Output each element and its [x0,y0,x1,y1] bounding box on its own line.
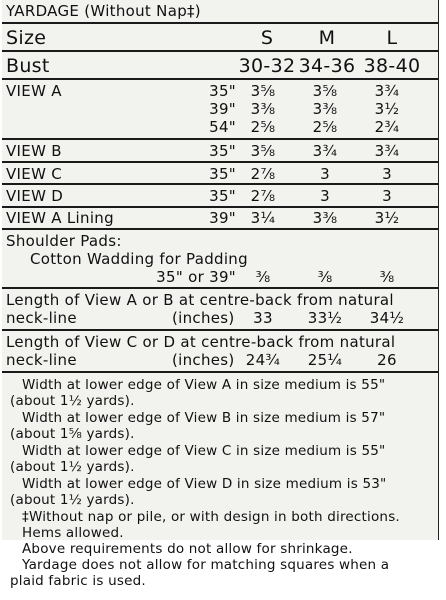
divider [2,50,438,52]
note-line: Width at lower edge of View B in size medium is 57" [22,410,386,426]
row-label: VIEW B [6,142,62,160]
size-l: L [386,27,398,49]
yardage-l: 3 [382,187,392,205]
yardage-l: 3¾ [374,82,400,100]
fabric-width: 35" or 39" [156,268,236,286]
yardage-s: 2⅞ [250,187,276,205]
note-line: (about 1⅝ yards). [10,426,135,442]
row-label: VIEW C [6,165,63,183]
yardage-m: 3 [320,165,330,183]
fabric-width: 35" [209,82,236,100]
yardage-m: 3¾ [312,142,338,160]
bust-label: Bust [6,55,50,77]
note-line: Yardage does not allow for matching squares when a [22,557,390,573]
yardage-s: 3⅝ [250,82,276,100]
fabric-width: 35" [209,187,236,205]
fabric-width: 54" [209,118,236,136]
yardage-m: 2⅝ [312,118,338,136]
length-ab-title: Length of View A or B at centre-back from natural [6,291,394,309]
divider [2,22,438,24]
row-label: VIEW A [6,82,62,100]
bust-l: 38-40 [363,55,421,77]
yardage-l: 3½ [374,209,400,227]
note-line: Width at lower edge of View D in size medium is 53" [22,476,387,492]
yardage-s: 3¼ [250,209,276,227]
bust-s: 30-32 [238,55,296,77]
yardage-l: 3¾ [374,142,400,160]
yardage-l: 3½ [374,100,400,118]
size-label: Size [6,27,47,49]
note-line: Above requirements do not allow for shrinkage. [22,541,353,557]
fabric-width: 35" [209,165,236,183]
yardage-m: 3 [320,187,330,205]
yardage-l: 2¾ [374,118,400,136]
note-line: Hems allowed. [22,525,124,541]
fabric-width: 35" [209,142,236,160]
size-s: S [260,27,274,49]
note-line: plaid fabric is used. [10,573,146,589]
length-m: 33½ [307,309,343,327]
divider [2,329,438,331]
fabric-width: 39" [209,209,236,227]
yardage-l: 3 [382,165,392,183]
chart-title: YARDAGE (Without Nap‡) [6,2,201,20]
yardage-m: 3⅜ [312,209,338,227]
divider [2,161,438,163]
yardage-m: 3⅝ [312,82,338,100]
length-l: 34½ [369,309,405,327]
divider [2,138,438,140]
note-line: (about 1½ yards). [10,459,135,475]
row-label: VIEW A Lining [6,209,114,227]
yardage-m: 3⅜ [312,100,338,118]
length-cd-neckline: neck-line [6,351,77,369]
yardage-l: ⅜ [379,268,395,286]
bust-m: 34-36 [298,55,356,77]
length-s: 33 [253,309,273,327]
yardage-s: 2⅝ [250,118,276,136]
divider [2,287,438,289]
yardage-s: 2⅞ [250,165,276,183]
yardage-m: ⅜ [317,268,333,286]
row-label: VIEW D [6,187,64,205]
divider [2,183,438,185]
size-m: M [318,27,336,49]
note-line: Width at lower edge of View A in size medium is 55" [22,377,386,393]
length-l: 26 [377,351,397,369]
fabric-width: 39" [209,100,236,118]
divider [2,78,438,80]
divider [2,228,438,230]
shoulder-subtitle: Cotton Wadding for Padding [30,250,248,268]
note-line: Width at lower edge of View C in size medium is 55" [22,443,386,459]
note-line: (about 1½ yards). [10,492,135,508]
length-s: 24¾ [245,351,281,369]
note-line: (about 1½ yards). [10,393,135,409]
divider [2,371,438,373]
note-line: ‡Without nap or pile, or with design in both directions. [22,509,400,525]
yardage-s: 3⅜ [250,100,276,118]
length-cd-title: Length of View C or D at centre-back from natural [6,333,396,351]
yardage-s: ⅜ [255,268,271,286]
length-ab-neckline: neck-line [6,309,77,327]
unit-label: (inches) [172,351,235,369]
length-m: 25¼ [307,351,343,369]
yardage-s: 3⅝ [250,142,276,160]
unit-label: (inches) [172,309,235,327]
divider [2,206,438,208]
shoulder-title: Shoulder Pads: [6,232,122,250]
